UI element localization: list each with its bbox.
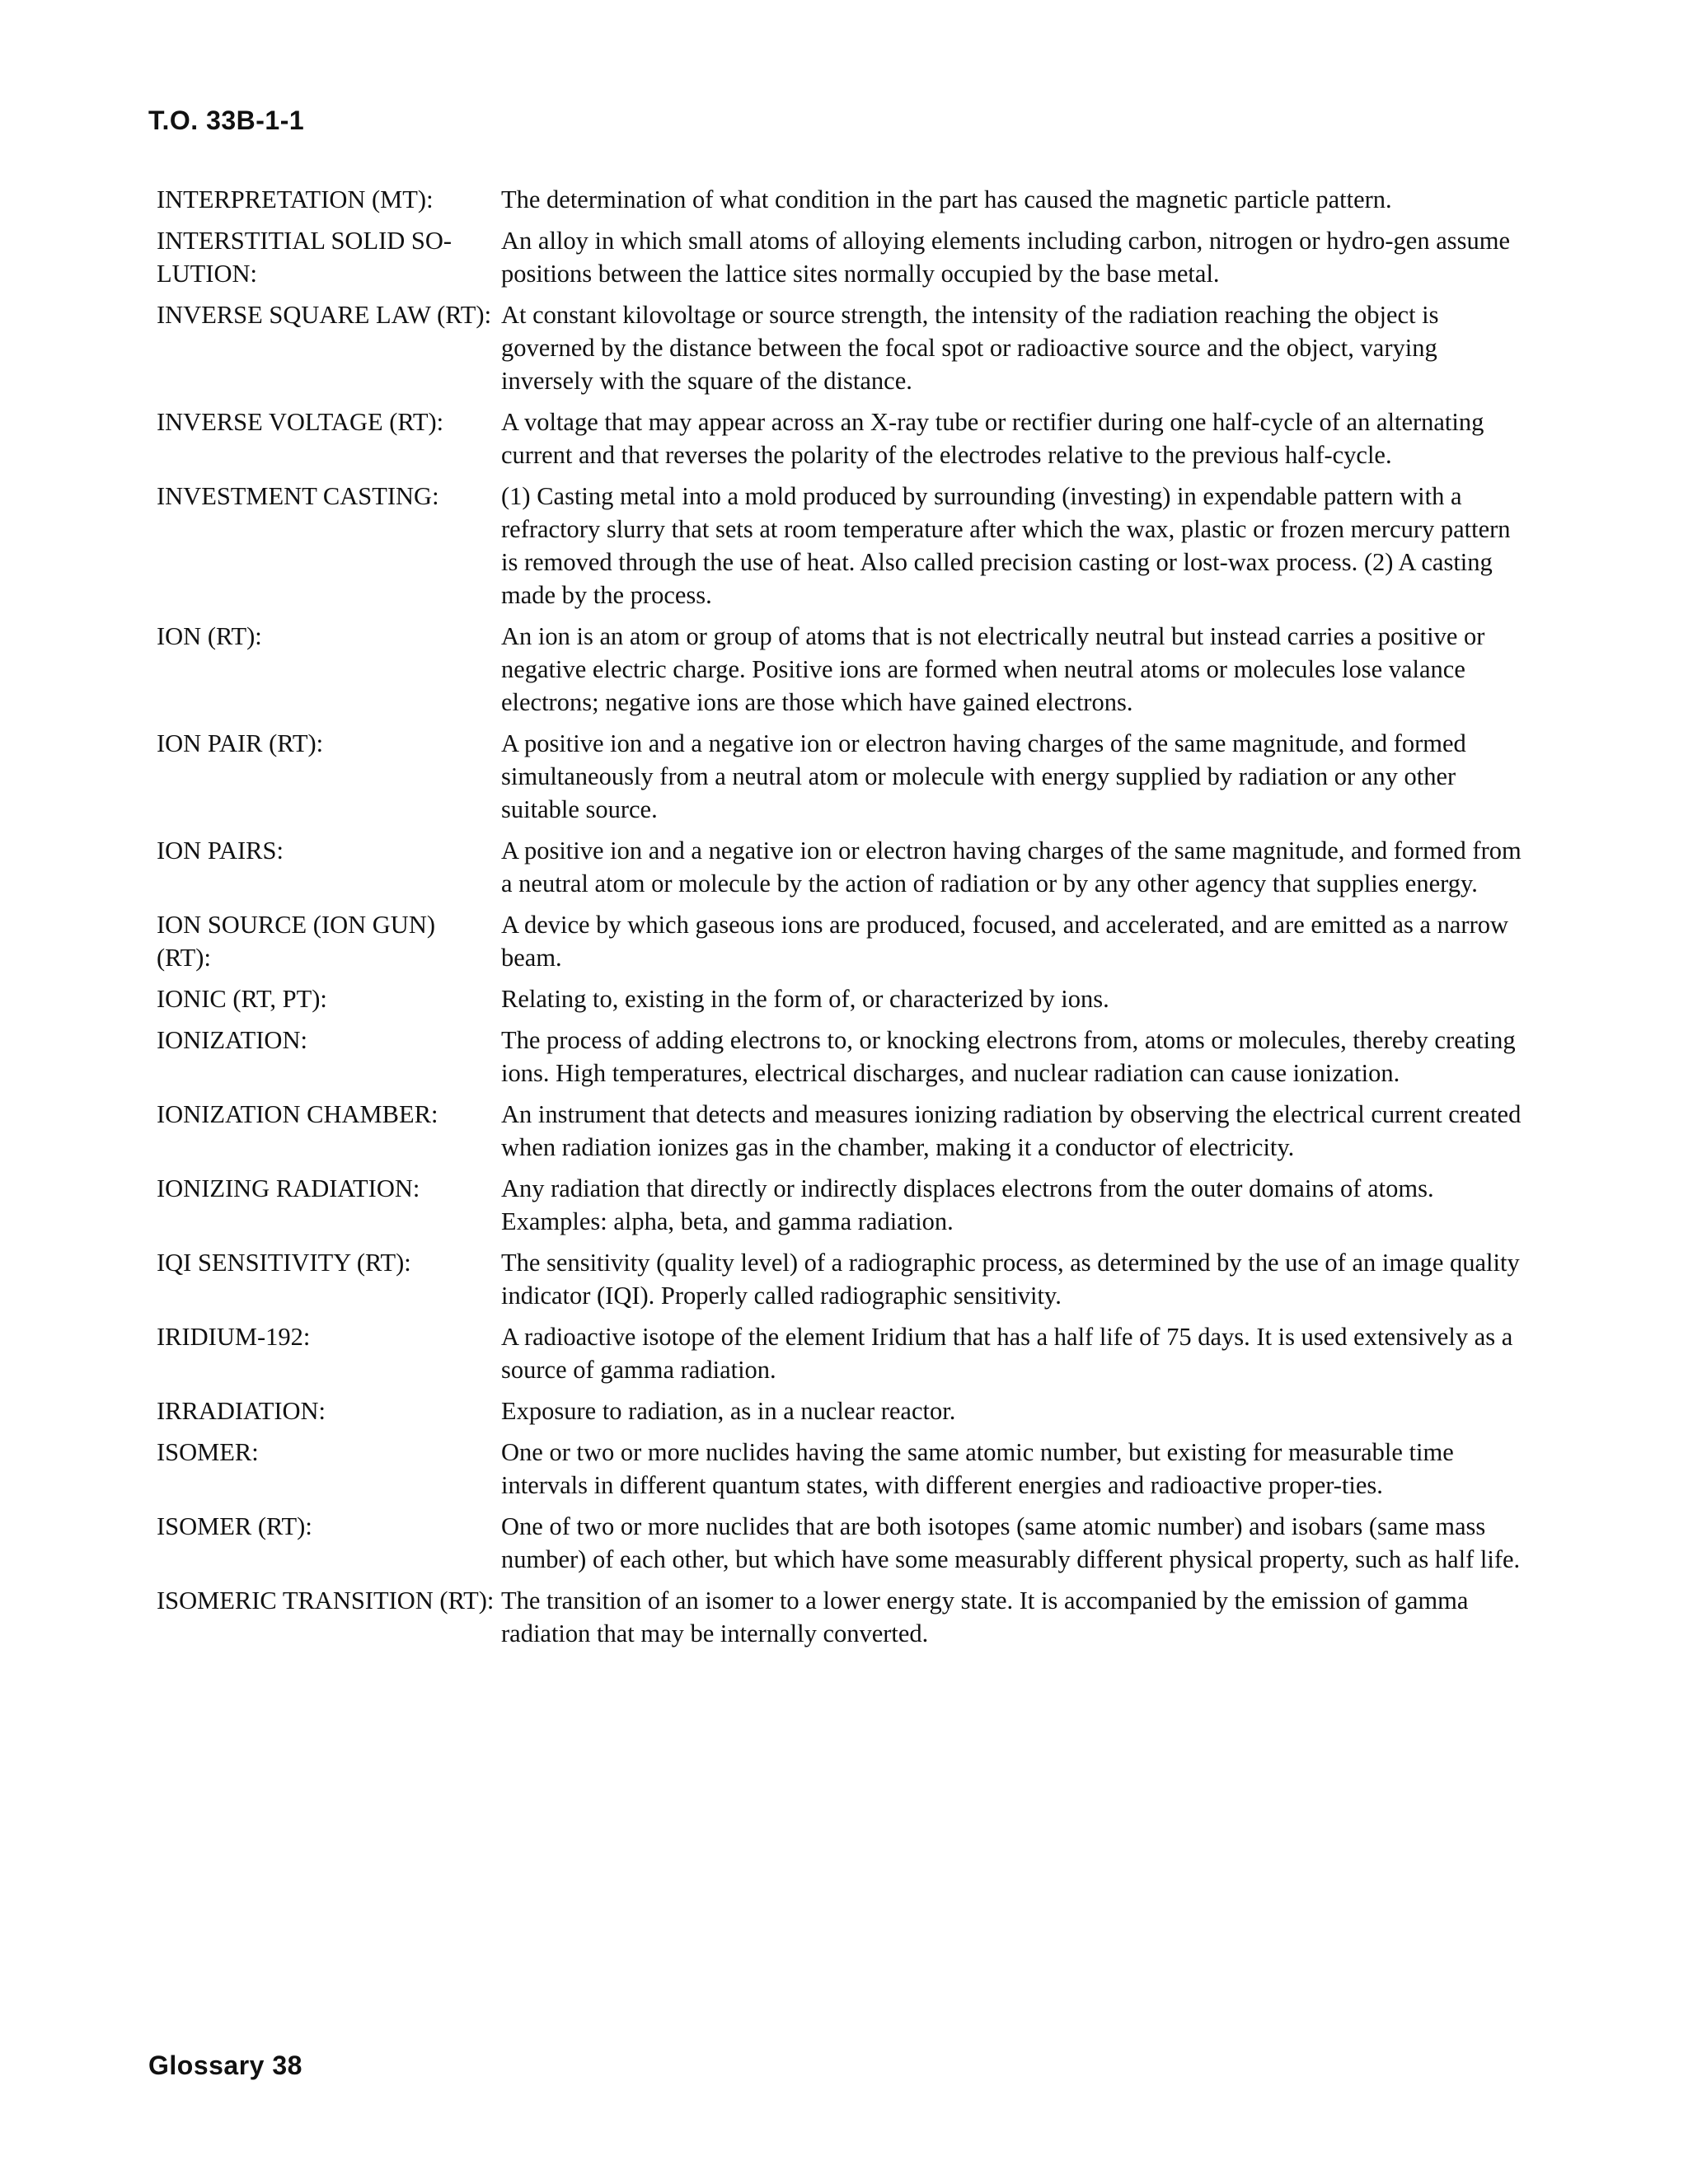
glossary-term: ISOMERIC TRANSITION (RT): [157,1586,495,1615]
glossary-term: ISOMER: [157,1438,259,1466]
glossary-term: ION PAIRS: [157,837,284,865]
glossary-definition: An ion is an atom or group of atoms that is not electrically neutral but instead carries a positive or negative electric charge. Positive ions are formed when neutral atoms or molecules lose valance electrons; negative ions are those which have gained electrons. [501,622,1485,716]
glossary-definition: A voltage that may appear across an X-ray tube or rectifier during one half-cycle of an alternating current and that reverses the polarity of the electrodes relative to the previous half-cycle. [501,408,1484,469]
glossary-definition: A positive ion and a negative ion or electron having charges of the same magnitude, and formed simultaneously from a neutral atom or molecule with energy supplied by radiation or any other suitable source. [501,729,1466,823]
glossary-term: IONIZING RADIATION: [157,1174,420,1202]
glossary-entry [157,1246,1525,1312]
glossary-definition: Exposure to radiation, as in a nuclear reactor. [501,1397,956,1425]
document-id: T.O. 33B-1-1 [148,105,305,135]
glossary-term: INVERSE SQUARE LAW (RT): [157,301,492,329]
glossary-entry [157,298,1525,397]
glossary-entry [157,224,1525,290]
glossary-definition: The determination of what condition in the part has caused the magnetic particle pattern. [501,185,1392,213]
glossary-definition: One or two or more nuclides having the same atomic number, but existing for measurable time intervals in different quantum states, with different energies and radioactive proper-ties. [501,1438,1454,1499]
glossary-definition: Any radiation that directly or indirectly displaces electrons from the outer domains of atoms. Examples: alpha, beta, and gamma radiation. [501,1174,1434,1235]
glossary-term: INTERPRETATION (MT): [157,185,434,213]
glossary-entry [157,480,1525,612]
glossary-entry [157,1584,1525,1650]
glossary-entry [157,727,1525,826]
glossary-term: IRRADIATION: [157,1397,326,1425]
glossary-list [157,183,1525,1658]
glossary-entry [157,1394,1525,1427]
glossary-entry [157,620,1525,719]
glossary-entry [157,1436,1525,1502]
glossary-entry [157,405,1525,471]
glossary-term: ION PAIR (RT): [157,729,324,757]
glossary-entry [157,982,1525,1015]
glossary-term: ISOMER (RT): [157,1512,312,1540]
glossary-definition: One of two or more nuclides that are both isotopes (same atomic number) and isobars (same mass number) of each other, but which have some measurably different physical property, such as half life. [501,1512,1521,1573]
glossary-definition: The transition of an isomer to a lower energy state. It is accompanied by the emission of gamma radiation that may be internally converted. [501,1586,1469,1647]
glossary-term: IONIC (RT, PT): [157,985,327,1013]
glossary-definition: (1) Casting metal into a mold produced by surrounding (investing) in expendable pattern with a refractory slurry that sets at room temperature after which the wax, plastic or frozen mercury pattern is removed through the use of heat. Also called precision casting or lost-wax process. (2) A casting made by the process. [501,482,1511,609]
glossary-definition: An alloy in which small atoms of alloying elements including carbon, nitrogen or hydro-gen assume positions between the lattice sites normally occupied by the base metal. [501,227,1510,288]
page-number: Glossary 38 [148,2050,302,2080]
glossary-term: INVERSE VOLTAGE (RT): [157,408,444,436]
glossary-term: IRIDIUM-192: [157,1323,311,1351]
glossary-term: IONIZATION CHAMBER: [157,1100,438,1128]
glossary-definition: Relating to, existing in the form of, or characterized by ions. [501,985,1109,1013]
glossary-definition: At constant kilovoltage or source strength, the intensity of the radiation reaching the object is governed by the distance between the focal spot or radioactive source and the object, varying inversely with the square of the distance. [501,301,1439,395]
glossary-term: INVESTMENT CASTING: [157,482,439,510]
glossary-entry [157,1320,1525,1386]
glossary-definition: The process of adding electrons to, or knocking electrons from, atoms or molecules, thereby creating ions. High temperatures, electrical discharges, and nuclear radiation can cause ionization. [501,1026,1516,1087]
glossary-definition: A radioactive isotope of the element Iridium that has a half life of 75 days. It is used extensively as a source of gamma radiation. [501,1323,1513,1384]
glossary-entry [157,1098,1525,1164]
glossary-term: IQI SENSITIVITY (RT): [157,1249,411,1277]
glossary-entry [157,1510,1525,1576]
glossary-definition: A positive ion and a negative ion or electron having charges of the same magnitude, and formed from a neutral atom or molecule by the action of radiation or by any other agency that supplies energy. [501,837,1522,898]
glossary-term: ION SOURCE (ION GUN) (RT): [157,911,436,972]
glossary-definition: A device by which gaseous ions are produced, focused, and accelerated, and are emitted as a narrow beam. [501,911,1509,972]
glossary-definition: An instrument that detects and measures ionizing radiation by observing the electrical current created when radiation ionizes gas in the chamber, making it a conductor of electricity. [501,1100,1522,1161]
glossary-term: ION (RT): [157,622,262,650]
glossary-entry [157,834,1525,900]
glossary-entry [157,908,1525,974]
glossary-entry [157,1024,1525,1090]
glossary-term: INTERSTITIAL SOLID SO-LUTION: [157,227,452,288]
glossary-term: IONIZATION: [157,1026,307,1054]
glossary-entry [157,183,1525,216]
glossary-definition: The sensitivity (quality level) of a radiographic process, as determined by the use of an image quality indicator (IQI). Properly called radiographic sensitivity. [501,1249,1520,1310]
glossary-entry [157,1172,1525,1238]
